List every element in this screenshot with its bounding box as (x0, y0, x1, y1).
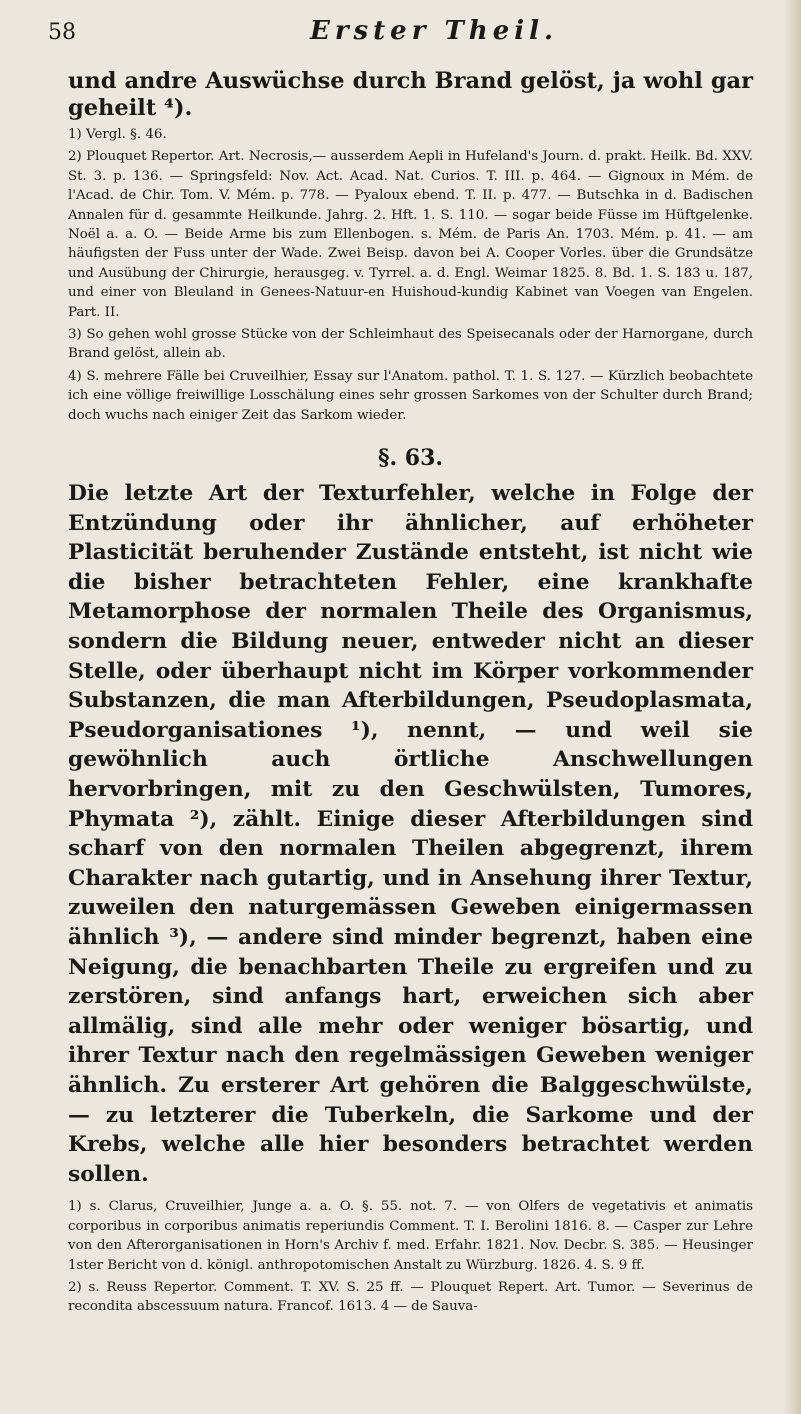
footnote: 1) Vergl. §. 46. (68, 127, 167, 142)
page-edge (783, 0, 801, 1414)
footnote: 4) S. mehrere Fälle bei Cruveilhier, Essay sur l'Anatom. pathol. T. 1. S. 127. — Kürzlich beobachtete ich eine völlige freiwillige Losschälung eines sehr grossen Sarkomes von der Schulter durch Brand; doch wuchs nach einiger Zeit das Sarkom wieder. (68, 368, 753, 423)
page-content (68, 68, 753, 1317)
continuation-paragraph: und andre Auswüchse durch Brand gelöst, ja wohl gar geheilt ⁴). (68, 68, 753, 121)
page-number: 58 (48, 20, 76, 45)
section-heading: §. 63. (377, 445, 444, 472)
footnote: 3) So gehen wohl grosse Stücke von der Schleimhaut des Speisecanals oder der Harnorgane, durch Brand gelöst, allein ab. (68, 327, 753, 362)
footnote: 1) s. Clarus, Cruveilhier, Junge a. a. O. §. 55. not. 7. — von Olfers de vegetativis et animatis corporibus in corporibus animatis reperiundis Comment. T. I. Berolini 1816. 8. — Casper zur Lehre von den Afterorganisationen in Horn's Archiv f. med. Erfahr. 1821. Nov. Decbr. S. 385. — Heusinger 1ster Bericht von d. königl. anthropotomischen Anstalt zu Würzburg. 1826. 4. S. 9 ff. (68, 1199, 753, 1273)
page-header (48, 12, 748, 52)
footnotes-top (68, 125, 753, 425)
footnote: 2) Plouquet Repertor. Art. Necrosis,— ausserdem Aepli in Hufeland's Journ. d. prakt. Heilk. Bd. XXV. St. 3. p. 136. — Springsfeld: Nov. Act. Acad. Nat. Curios. T. III. p. 464. — Gignoux in Mém. de l'Acad. de Chir. Tom. V. Mém. p. 778. — Pyaloux ebend. T. II. p. 477. — Butschka in d. Badischen Annalen für d. gesammte Heilkunde. Jahrg. 2. Hft. 1. S. 110. — sogar beide Füsse im Hüftgelenke. Noël a. a. O. — Beide Arme bis zum Ellenbogen. s. Mém. de Paris An. 1703. Mém. p. 41. — am häufigsten der Fuss unter der Wade. Zwei Beisp. davon bei A. Cooper Vorles. über die Grundsätze und Ausübung der Chirurgie, herausgeg. v. Tyrrel. a. d. Engl. Weimar 1825. 8. Bd. 1. S. 183 u. 187, und einer von Bleuland in Genees-Natuur-en Huishoud-kundig Kabinet van Voegen van Engelen. Part. II. (68, 149, 753, 320)
footnotes-bottom (68, 1197, 753, 1316)
running-head: Erster Theil. (310, 16, 559, 46)
footnote: 2) s. Reuss Repertor. Comment. T. XV. S. 25 ff. — Plouquet Repert. Art. Tumor. — Severinus de recondita abscessuum natura. Francof. 1613. 4 — de Sauva- (68, 1279, 753, 1315)
body-paragraph: Die letzte Art der Texturfehler, welche in Folge der Entzündung oder ihr ähnlicher, auf erhöheter Plasticität beruhender Zustände entsteht, ist nicht wie die bisher betrachteten Fehler, eine krankhafte Metamorphose der normalen Theile des Organismus, sondern die Bildung neuer, entweder nicht an dieser Stelle, oder überhaupt nicht im Körper vorkommender Substanzen, die man Afterbildungen, Pseudoplasmata, Pseudorganisationes ¹), nennt, — und weil sie gewöhnlich auch örtliche Anschwellungen hervorbringen, mit zu den Geschwülsten, Tumores, Phymata ²), zählt. Einige dieser Afterbildungen sind scharf von den normalen Theilen abgegrenzt, ihrem Charakter nach gutartig, und in Ansehung ihrer Textur, zuweilen den naturgemässen Geweben einigermassen ähnlich ³), — andere sind minder begrenzt, haben eine Neigung, die benachbarten Theile zu ergreifen und zu zerstören, sind anfangs hart, erweichen sich aber allmälig, sind alle mehr oder weniger bösartig, und ihrer Textur nach den regelmässigen Geweben weniger ähnlich. Zu ersterer Art gehören die Balggeschwülste, — zu letzterer die Tuberkeln, die Sarkome und der Krebs, welche alle hier besonders betrachtet werden sollen. (68, 481, 753, 1187)
